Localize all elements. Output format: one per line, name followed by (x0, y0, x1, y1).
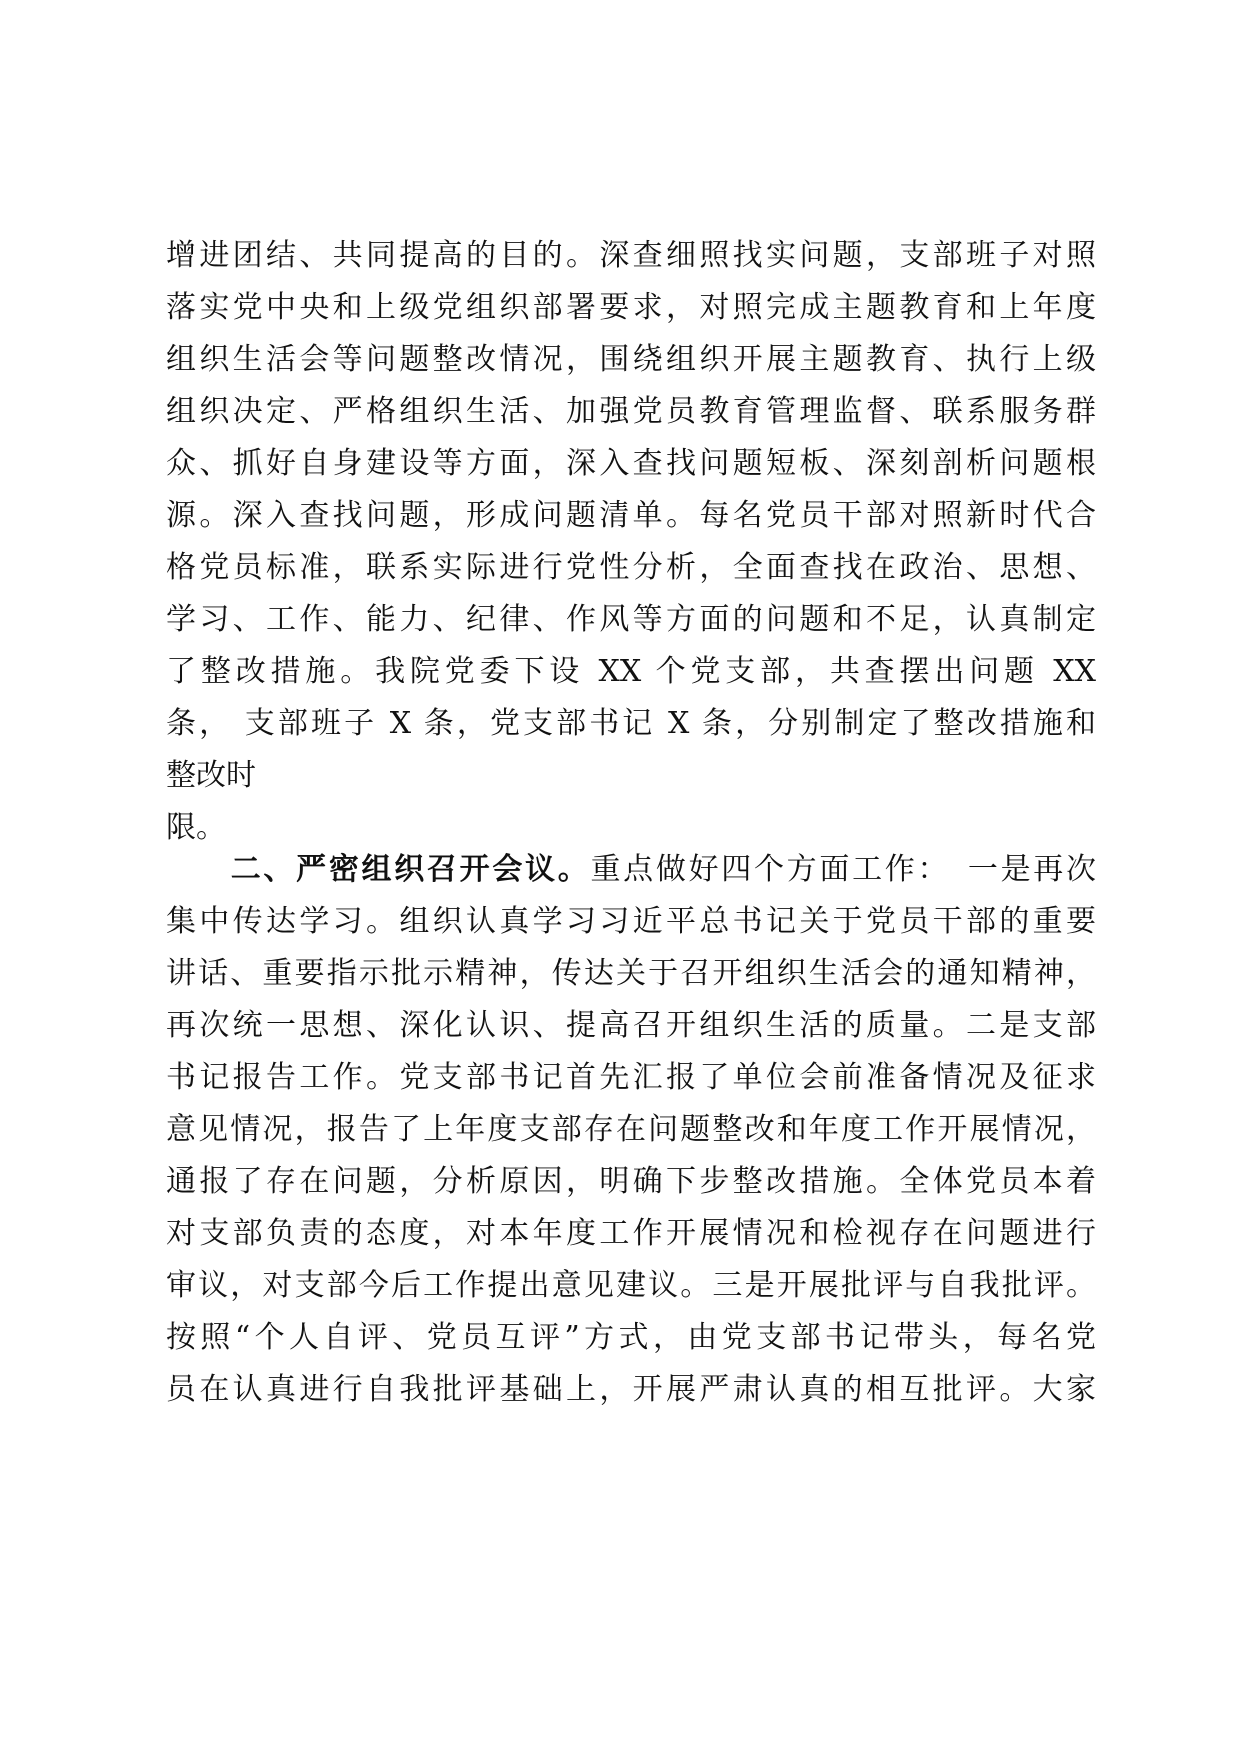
paragraph-line: 源。深入查找问题，形成问题清单。每名党员干部对照新时代合 (166, 498, 1096, 533)
paragraph-line: 众、抓好自身建设等方面，深入查找问题短板、深刻剖析问题根 (166, 446, 1096, 481)
paragraph-line: 再次统一思想、深化认识、提高召开组织生活的质量。二是支部 (166, 1008, 1096, 1043)
paragraph-line: 审议，对支部今后工作提出意见建议。三是开展批评与自我批评。 (166, 1268, 1096, 1303)
paragraph-line: 对支部负责的态度，对本年度工作开展情况和检视存在问题进行 (166, 1216, 1096, 1251)
section-heading: 二、严密组织召开会议。 (228, 852, 591, 887)
paragraph-line: 落实党中央和上级党组织部署要求，对照完成主题教育和上年度 (166, 290, 1096, 325)
paragraph-line: 了整改措施。我院党委下设 XX 个党支部，共查摆出问题 XX (166, 654, 1096, 689)
paragraph-line: 集中传达学习。组织认真学习习近平总书记关于党员干部的重要 (166, 904, 1096, 939)
paragraph-line: 组织生活会等问题整改情况，围绕组织开展主题教育、执行上级 (166, 342, 1096, 377)
paragraph-line: 整改时 (166, 758, 256, 793)
paragraph-line: 学习、工作、能力、纪律、作风等方面的问题和不足，认真制定 (166, 602, 1096, 637)
first-line-text: 重点做好四个方面工作： 一是再次 (590, 852, 1097, 887)
paragraph-line: 书记报告工作。党支部书记首先汇报了单位会前准备情况及征求 (166, 1060, 1096, 1095)
paragraph-line: 组织决定、严格组织生活、加强党员教育管理监督、联系服务群 (166, 394, 1096, 429)
paragraph-line: 增进团结、共同提高的目的。深查细照找实问题，支部班子对照 (166, 238, 1096, 273)
paragraph-line: 格党员标准，联系实际进行党性分析，全面查找在政治、思想、 (166, 550, 1096, 585)
paragraph-line: 通报了存在问题，分析原因，明确下步整改措施。全体党员本着 (166, 1164, 1096, 1199)
paragraph-line: 员在认真进行自我批评基础上，开展严肃认真的相互批评。大家 (166, 1372, 1096, 1407)
paragraph-first-line (166, 844, 1096, 896)
paragraph-line: 意见情况，报告了上年度支部存在问题整改和年度工作开展情况， (166, 1112, 1096, 1147)
paragraph-line: 按照“个人自评、党员互评”方式，由党支部书记带头，每名党 (166, 1320, 1096, 1355)
paragraph-line: 条， 支部班子 X 条，党支部书记 X 条，分别制定了整改措施和 (166, 706, 1096, 741)
paragraph-line: 限。 (166, 810, 226, 845)
paragraph-line: 讲话、重要指示批示精神，传达关于召开组织生活会的通知精神， (166, 956, 1096, 991)
